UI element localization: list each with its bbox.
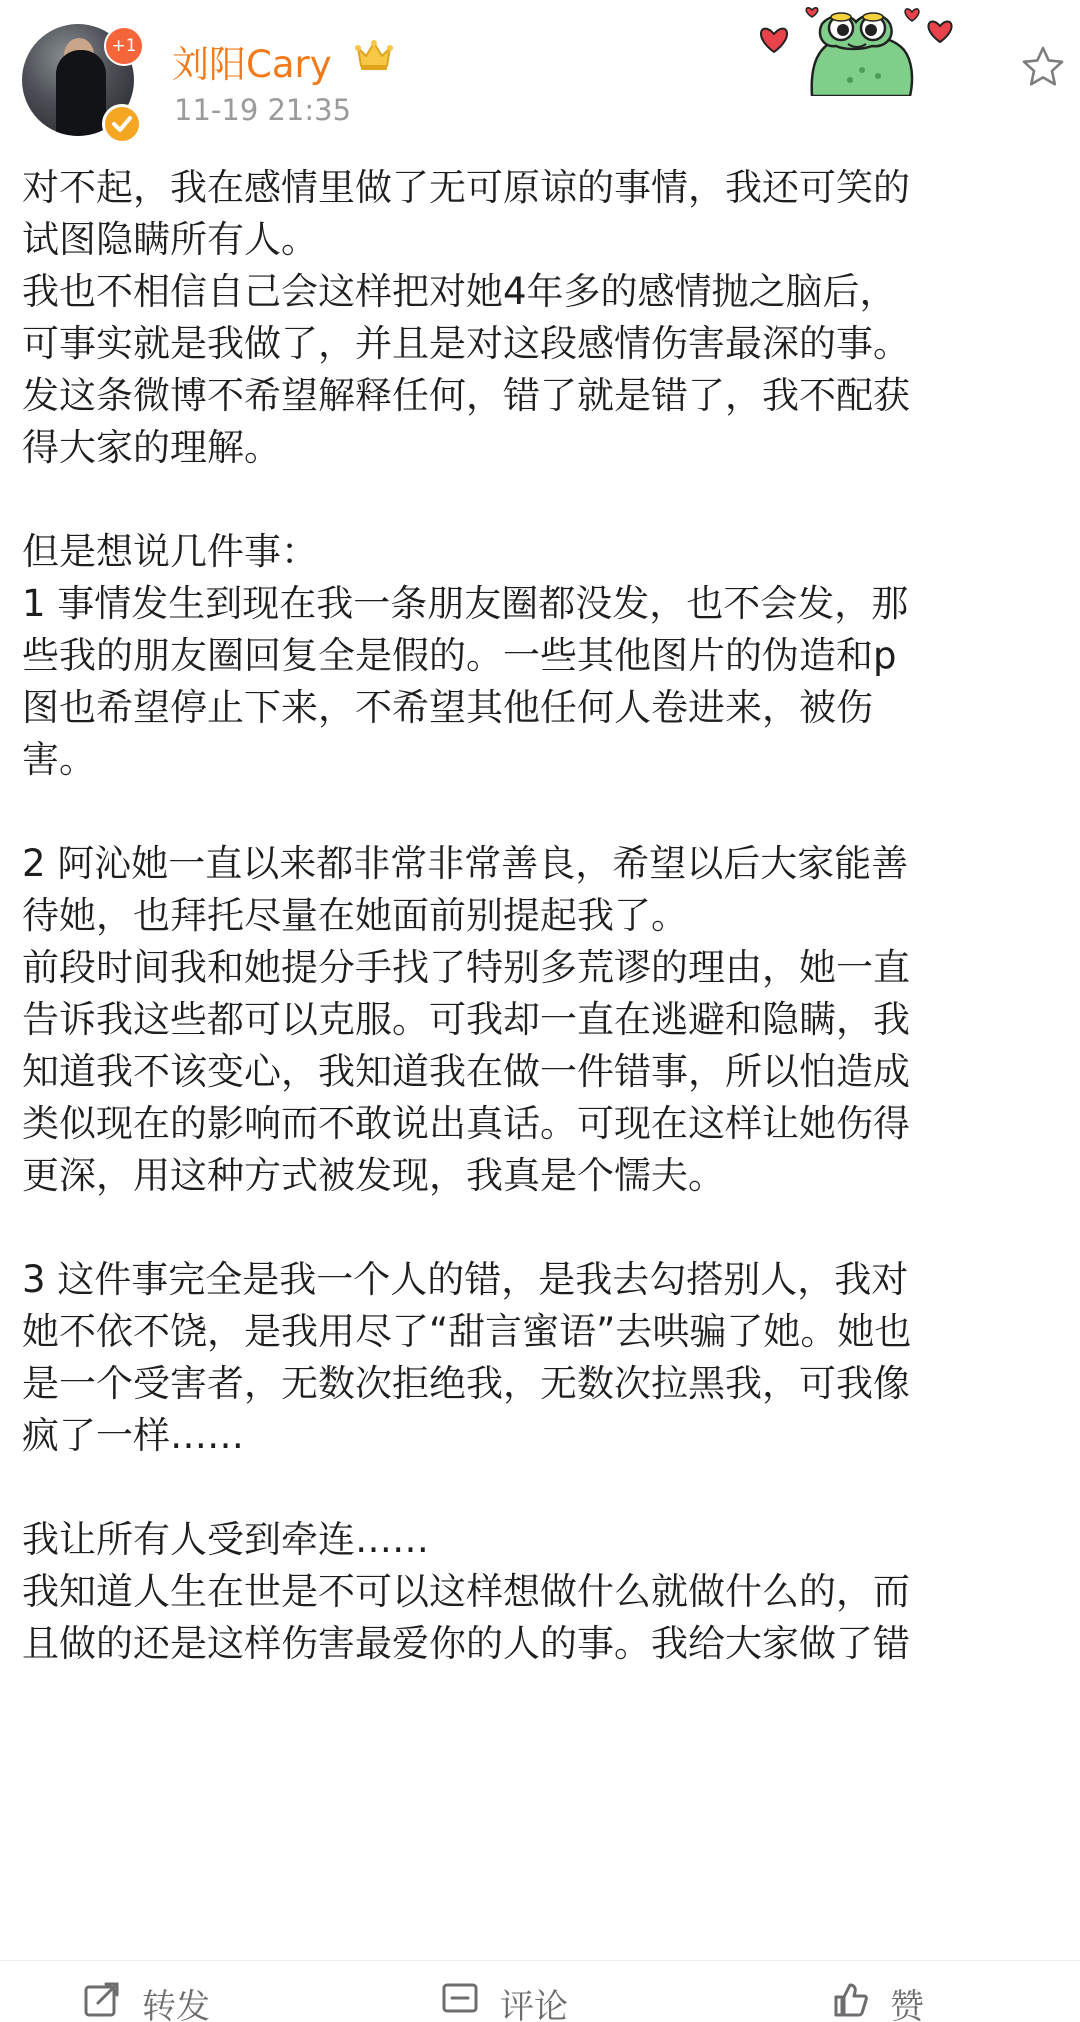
post-line: 可事实就是我做了，并且是对这段感情伤害最深的事。 [22,322,910,365]
post-header [0,0,1080,150]
post-line: 图也希望停止下来，不希望其他任何人卷进来，被伤 [22,686,873,729]
crown-icon [355,38,393,72]
post-line: 更深，用这种方式被发现，我真是个懦夫。 [22,1154,725,1197]
scroll-fade [0,1930,1080,1962]
post-line: 得大家的理解。 [22,426,281,469]
post-line: 告诉我这些都可以克服。可我却一直在逃避和隐瞒，我 [22,998,910,1041]
paragraph-gap [22,474,1072,526]
repost-icon [82,1979,122,2019]
post-line: 前段时间我和她提分手找了特别多荒谬的理由，她一直 [22,946,910,989]
star-outline-icon[interactable] [1020,44,1066,90]
like-label: 赞 [890,1987,924,2022]
repost-label: 转发 [142,1987,210,2022]
post-line: 试图隐瞒所有人。 [22,218,318,261]
post-line: 且做的还是这样伤害最爱你的人的事。我给大家做了错 [22,1622,910,1665]
post-line: 待她，也拜托尽量在她面前别提起我了。 [22,894,688,937]
post-line: 她不依不饶，是我用尽了“甜言蜜语”去哄骗了她。她也 [22,1310,912,1353]
post-line: 1 事情发生到现在我一条朋友圈都没发，也不会发，那 [22,582,909,625]
paragraph-gap [22,1202,1072,1254]
like-button[interactable] [830,1979,924,2022]
post-body [22,162,1072,1670]
post-line: 但是想说几件事： [22,530,318,573]
post-line: 2 阿沁她一直以来都非常非常善良，希望以后大家能善 [22,842,909,885]
repost-button[interactable] [82,1979,210,2022]
post-line: 我知道人生在世是不可以这样想做什么就做什么的，而 [22,1570,910,1613]
post-line: 疯了一样…… [22,1414,244,1457]
plus-one-badge: +1 [104,26,144,66]
paragraph-gap [22,1462,1072,1514]
post-line: 发这条微博不希望解释任何，错了就是错了，我不配获 [22,374,910,417]
post-line: 对不起，我在感情里做了无可原谅的事情，我还可笑的 [22,166,910,209]
dinosaur-hearts-sticker [752,4,962,96]
comment-label: 评论 [500,1987,568,2022]
comment-icon [440,1979,480,2019]
comment-button[interactable] [440,1979,568,2022]
post-line: 我也不相信自己会这样把对她4年多的感情抛之脑后， [22,270,897,313]
action-bar [0,1960,1080,2022]
post-line: 是一个受害者，无数次拒绝我，无数次拉黑我，可我像 [22,1362,910,1405]
avatar-figure [56,50,106,136]
post-line: 我让所有人受到牵连…… [22,1518,429,1561]
post-line: 知道我不该变心，我知道我在做一件错事，所以怕造成 [22,1050,910,1093]
paragraph-gap [22,786,1072,838]
post-line: 害。 [22,738,96,781]
post-line: 些我的朋友圈回复全是假的。一些其他图片的伪造和p [22,634,897,677]
post-line: 3 这件事完全是我一个人的错，是我去勾搭别人，我对 [22,1258,909,1301]
username[interactable]: 刘阳Cary [172,43,332,86]
verified-icon [102,104,142,144]
post-timestamp: 11-19 21:35 [174,93,352,127]
post-line: 类似现在的影响而不敢说出真话。可现在这样让她伤得 [22,1102,910,1145]
thumbs-up-icon [830,1979,870,2019]
